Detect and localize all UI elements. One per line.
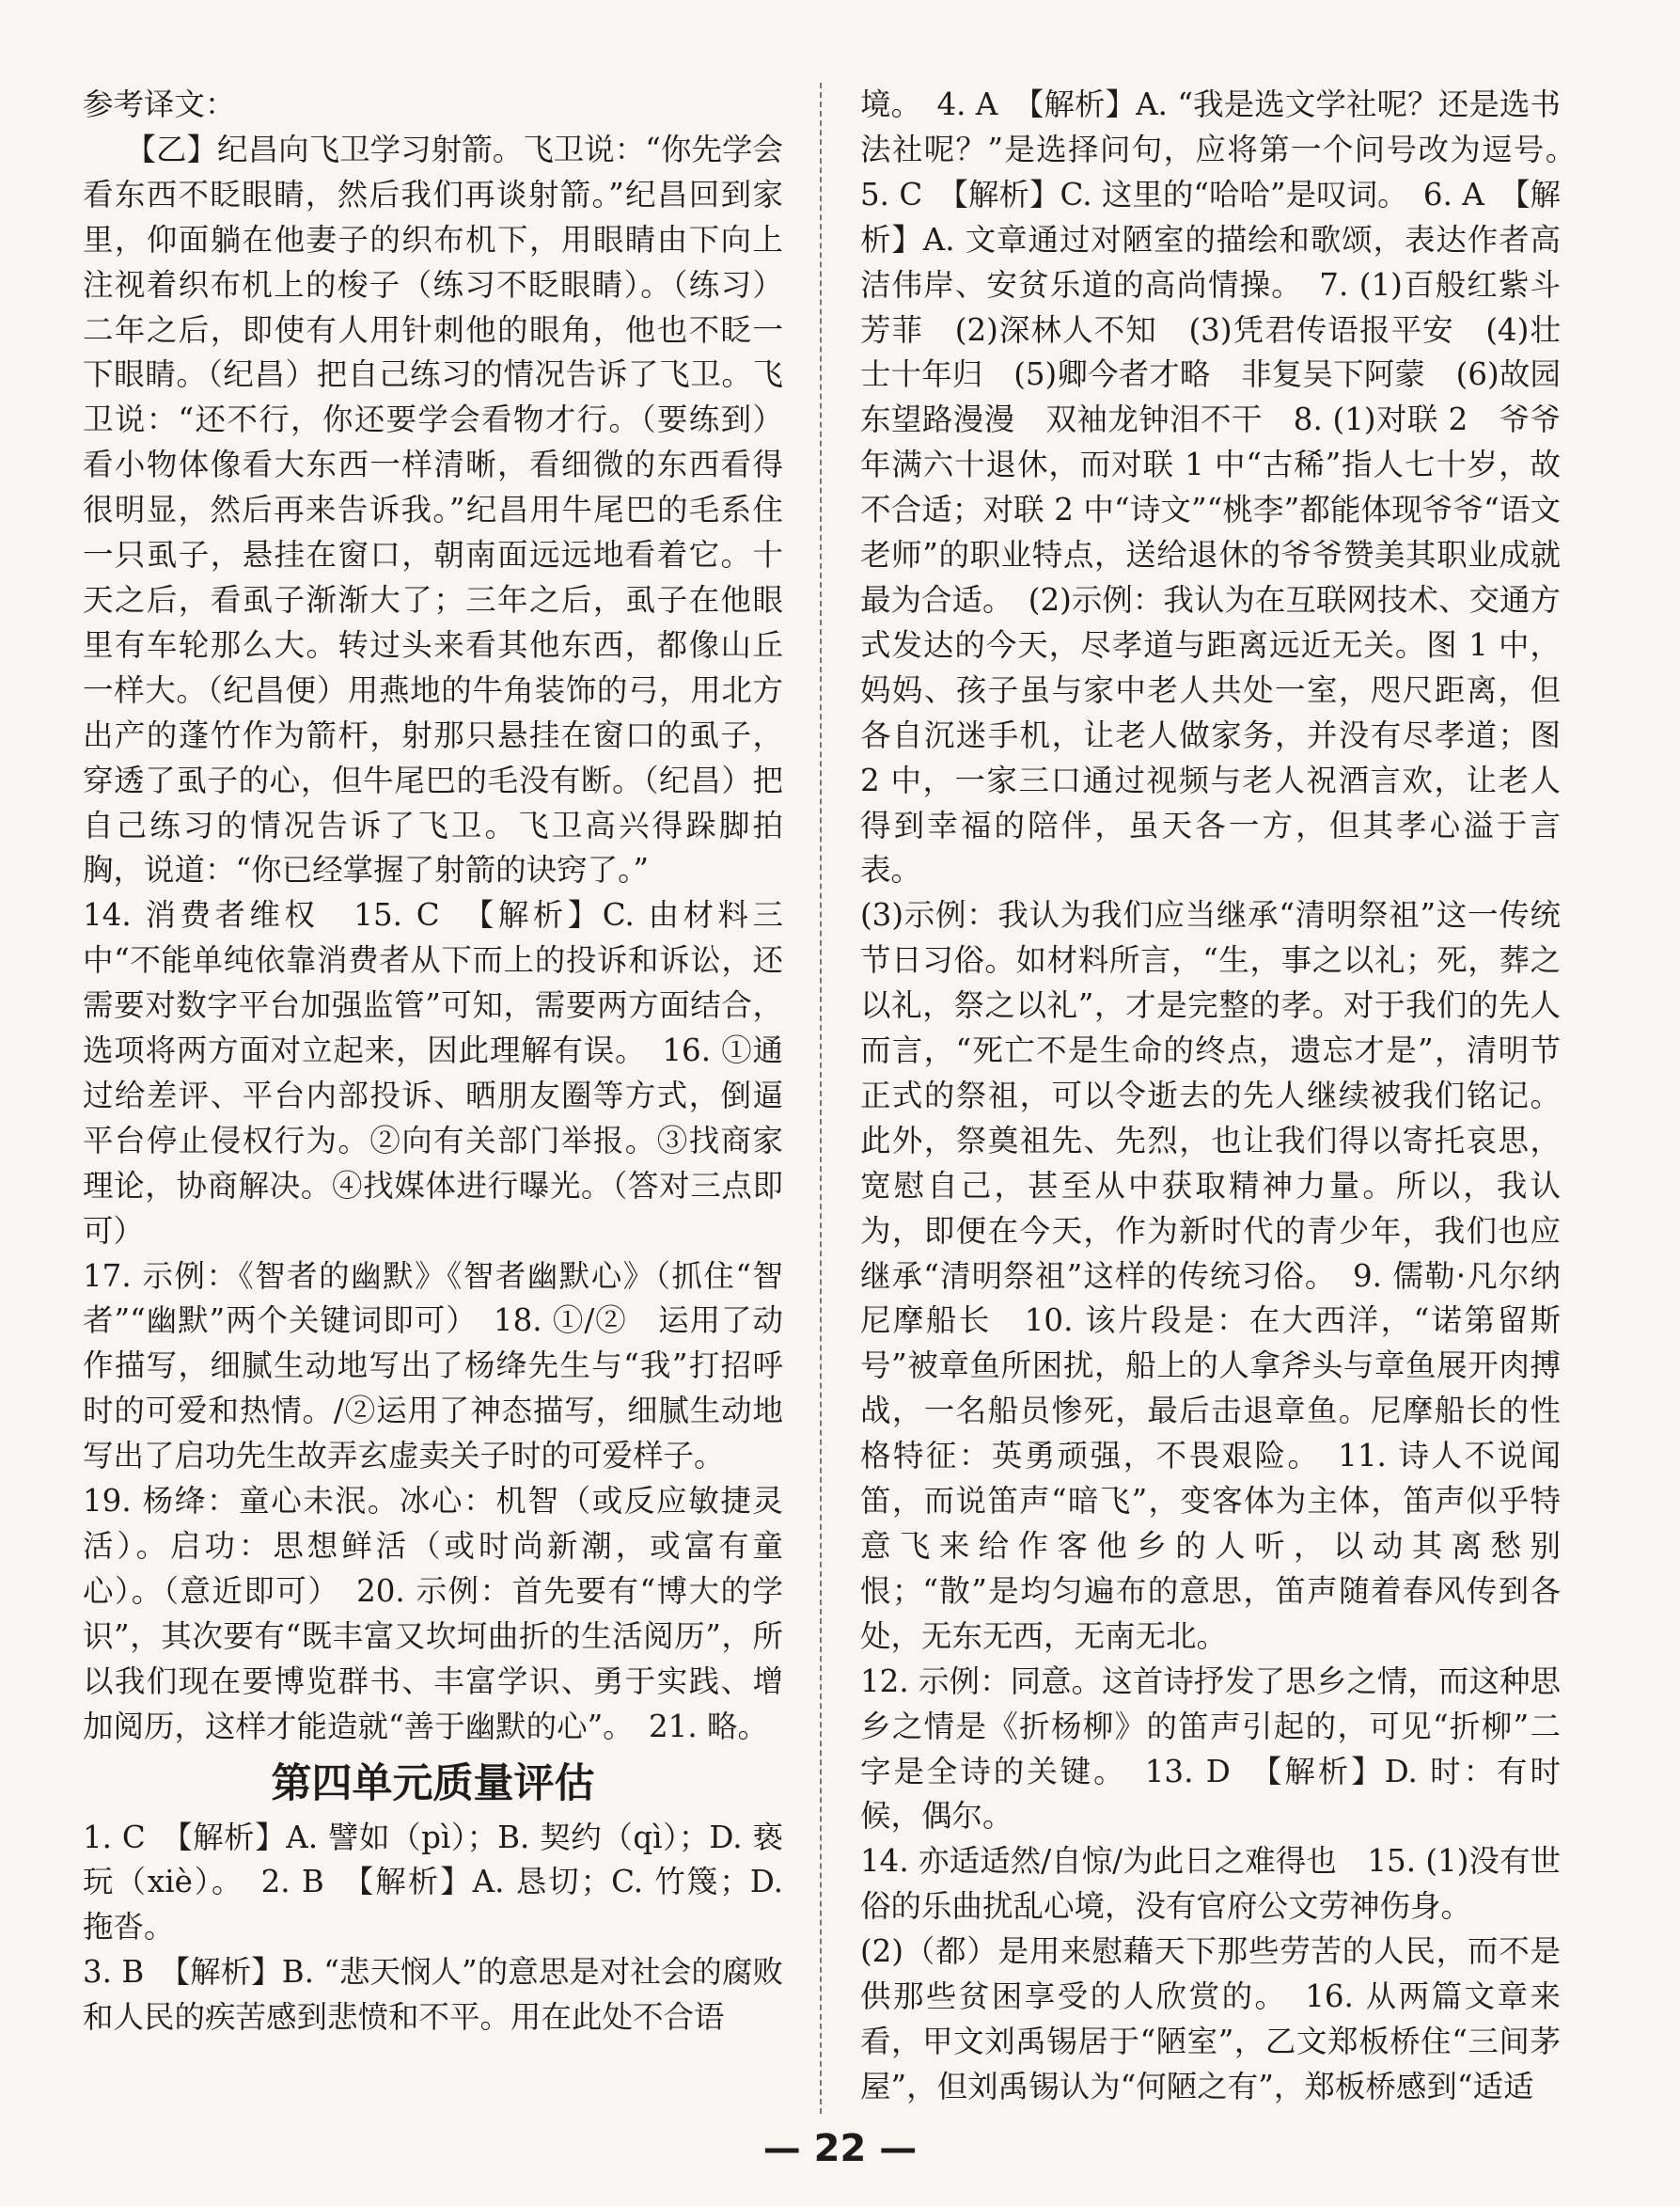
page-number: — 22 —	[762, 2127, 918, 2170]
answers-14-15: 14. 亦适适然/自惊/为此日之难得也 15. (1)没有世俗的乐曲扰乱心境，没有官府公文劳神伤身。	[860, 1843, 1561, 1925]
answers-3: 3. B 【解析】B. “悲天悯人”的意思是对社会的腐败和人民的疾苦感到悲愤和不平。用在此处不合语	[83, 1954, 783, 2036]
answers-17-18: 17. 示例：《智者的幽默》《智者幽默心》（抓住“智者”“幽默”两个关键词即可） 18. ①/② 运用了动作描写，细腻生动地写出了杨绛先生与“我”打招呼时的可爱和热情。/②运用了神态描写，细腻生动地写出了启功先生故弄玄虚卖关子时的可爱样子。	[83, 1257, 783, 1474]
left-column	[83, 83, 783, 2063]
answers-15-2-16: (2)（都）是用来慰藉天下那些劳苦的人民，而不是供那些贫困享受的人欣赏的。 16. 从两篇文章来看，甲文刘禹锡居于“陋室”，乙文郑板桥住“三间茅屋”，但刘禹锡认为“何陋之有”，郑板桥感到“适适	[860, 1933, 1561, 2104]
translation-paragraph: 【乙】纪昌向飞卫学习射箭。飞卫说：“你先学会看东西不眨眼睛，然后我们再谈射箭。”纪昌回到家里，仰面躺在他妻子的织布机下，用眼睛由下向上注视着织布机上的梭子（练习不眨眼睛）。（练习）二年之后，即使有人用针刺他的眼角，他也不眨一下眼睛。（纪昌）把自己练习的情况告诉了飞卫。飞卫说：“还不行，你还要学会看物才行。（要练到）看小物体像看大东西一样清晰，看细微的东西看得很明显，然后再来告诉我。”纪昌用牛尾巴的毛系住一只虱子，悬挂在窗口，朝南面远远地看着它。十天之后，看虱子渐渐大了；三年之后，虱子在他眼里有车轮那么大。转过头来看其他东西，都像山丘一样大。（纪昌便）用燕地的牛角装饰的弓，用北方出产的蓬竹作为箭杆，射那只悬挂在窗口的虱子，穿透了虱子的心，但牛尾巴的毛没有断。（纪昌）把自己练习的情况告诉了飞卫。飞卫高兴得跺脚拍胸，说道：“你已经掌握了射箭的诀窍了。”	[83, 131, 783, 889]
answers-19-21: 19. 杨绛：童心未泯。冰心：机智（或反应敏捷灵活）。启功：思想鲜活（或时尚新潮，或富有童心）。（意近即可） 20. 示例：首先要有“博大的学识”，其次要有“既丰富又坎坷曲折的生活阅历”，所以我们现在要博览群书、丰富学识、勇于实践、增加阅历，这样才能造就“善于幽默的心”。 21. 略。	[83, 1483, 783, 1744]
answers-14-16: 14. 消费者维权 15. C 【解析】C. 由材料三中“不能单纯依靠消费者从下而上的投诉和诉讼，还需要对数字平台加强监管”可知，需要两方面结合，选项将两方面对立起来，因此理解有误。 16. ①通过给差评、平台内部投诉、晒朋友圈等方式，倒逼平台停止侵权行为。②向有关部门举报。③找商家理论，协商解决。④找媒体进行曝光。（答对三点即可）	[83, 897, 783, 1249]
section-title: 第四单元质量评估	[271, 1759, 595, 1807]
answers-8-3-to-11: (3)示例：我认为我们应当继承“清明祭祖”这一传统节日习俗。如材料所言，“生，事之以礼；死，葬之以礼，祭之以礼”，才是完整的孝。对于我们的先人而言，“死亡不是生命的终点，遗忘才是”，清明节正式的祭祖，可以令逝去的先人继续被我们铭记。此外，祭奠祖先、先烈，也让我们得以寄托哀思，宽慰自己，甚至从中获取精神力量。所以，我认为，即便在今天，作为新时代的青少年，我们也应继承“清明祭祖”这样的传统习俗。 9. 儒勒·凡尔纳 尼摩船长 10. 该片段是：在大西洋，“诺第留斯号”被章鱼所困扰，船上的人拿斧头与章鱼展开肉搏战，一名船员惨死，最后击退章鱼。尼摩船长的性格特征：英勇顽强，不畏艰险。 11. 诗人不说闻笛，而说笛声“暗飞”，变客体为主体，笛声似乎特意飞来给作客他乡的人听，以动其离愁别恨；“散”是均匀遍布的意思，笛声随着春风传到各处，无东无西，无南无北。	[860, 897, 1592, 1654]
answers-12-13: 12. 示例：同意。这首诗抒发了思乡之情，而这种思乡之情是《折杨柳》的笛声引起的，可见“折柳”二字是全诗的关键。 13. D 【解析】D. 时：有时候，偶尔。	[860, 1662, 1561, 1835]
column-divider	[820, 83, 822, 2114]
answers-1-2: 1. C 【解析】A. 譬如（pì）；B. 契约（qì）；D. 亵玩（xiè）。 2. B 【解析】A. 恳切；C. 竹篾；D. 拖沓。	[83, 1819, 783, 1946]
answers-3-to-8: 境。 4. A 【解析】A. “我是选文学社呢？还是选书法社呢？”是选择问句，应将第一个问号改为逗号。 5. C 【解析】C. 这里的“哈哈”是叹词。 6. A 【解析】A. 文章通过对陋室的描绘和歌颂，表达作者高洁伟岸、安贫乐道的高尚情操。 7. (1)百般红紫斗芳菲 (2)深林人不知 (3)凭君传语报平安 (4)壮士十年归 (5)卿今者才略 非复吴下阿蒙 (6)故园东望路漫漫 双袖龙钟泪不干 8. (1)对联 2 爷爷年满六十退休，而对联 1 中“古稀”指人七十岁，故不合适；对联 2 中“诗文”“桃李”都能体现爷爷“语文老师”的职业特点，送给退休的爷爷赞美其职业成就最为合适。 (2)示例：我认为在互联网技术、交通方式发达的今天，尽孝道与距离远近无关。图 1 中，妈妈、孩子虽与家中老人共处一室，咫尺距离，但各自沉迷手机，让老人做家务，并没有尽孝道；图 2 中，一家三口通过视频与老人祝酒言欢，让老人得到幸福的陪伴，虽天各一方，但其孝心溢于言表。	[860, 87, 1592, 889]
right-column	[860, 83, 1592, 2114]
translation-heading: 参考译文：	[83, 87, 236, 122]
